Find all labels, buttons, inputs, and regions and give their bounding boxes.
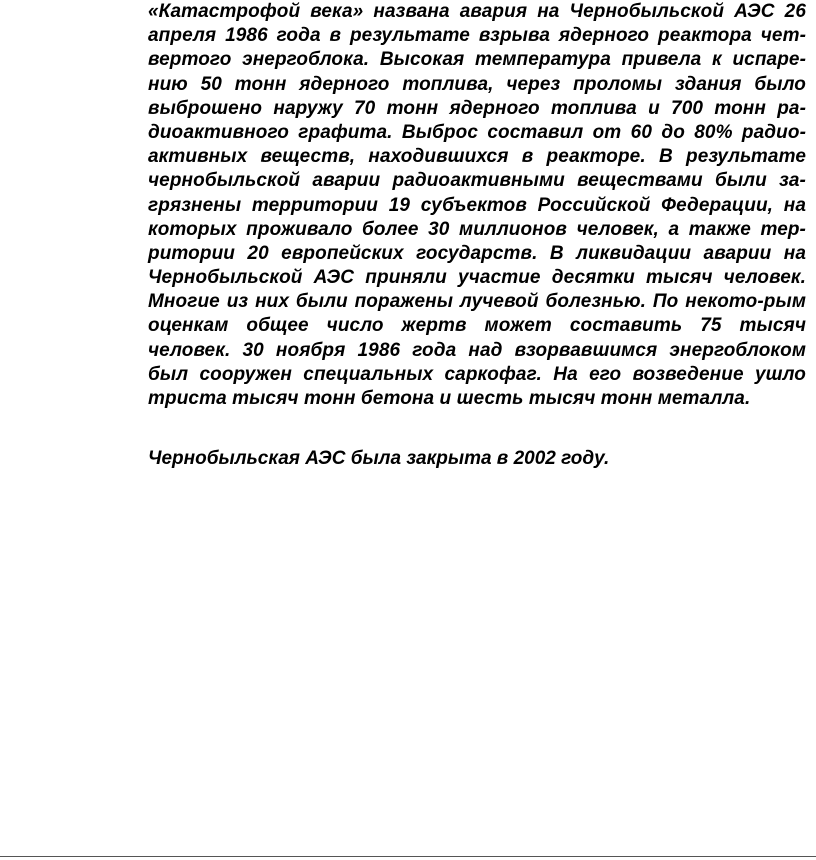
paragraph-line: Чернобыльской АЭС приняли участие десятки тысяч человек. bbox=[148, 267, 806, 289]
paragraph-line: ритории 20 европейских государств. В ликвидации аварии на bbox=[148, 242, 806, 264]
paragraph-line: которых проживало более 30 миллионов человек, а также тер- bbox=[148, 218, 806, 240]
paragraph-line: активных веществ, находившихся в реакторе. В результате bbox=[148, 146, 806, 168]
main-paragraph bbox=[148, 0, 806, 411]
paragraph-line: чернобыльской аварии радиоактивными веществами были за- bbox=[148, 170, 806, 192]
paragraph-line: диоактивного графита. Выброс составил от 60 до 80% радио- bbox=[148, 121, 806, 143]
paragraph-line: вертого энергоблока. Высокая температура привела к испаре- bbox=[148, 49, 806, 71]
paragraph-line: оценкам общее число жертв может составить 75 тысяч bbox=[148, 315, 806, 337]
paragraph-line: выброшено наружу 70 тонн ядерного топлива и 700 тонн ра- bbox=[148, 97, 806, 119]
paragraph-line: грязнены территории 19 субъектов Российской Федерации, на bbox=[148, 194, 806, 216]
paragraph-line: нию 50 тонн ядерного топлива, через проломы здания было bbox=[148, 73, 806, 95]
paragraph-line: триста тысяч тонн бетона и шесть тысяч тонн металла. bbox=[148, 388, 751, 409]
paragraph-line: был сооружен специальных саркофаг. На его возведение ушло bbox=[148, 363, 806, 385]
paragraph-line: «Катастрофой века» названа авария на Чернобыльской АЭС 26 bbox=[148, 1, 806, 22]
paragraph-line: Многие из них были поражены лучевой болезнью. По некото-рым bbox=[148, 291, 806, 313]
closing-statement: Чернобыльская АЭС была закрыта в 2002 году. bbox=[148, 448, 610, 469]
paragraph-line: апреля 1986 года в результате взрыва ядерного реактора чет- bbox=[148, 25, 806, 47]
paragraph-line: человек. 30 ноября 1986 года над взорвавшимся энергоблоком bbox=[148, 339, 806, 361]
page-bottom-divider bbox=[0, 856, 816, 857]
